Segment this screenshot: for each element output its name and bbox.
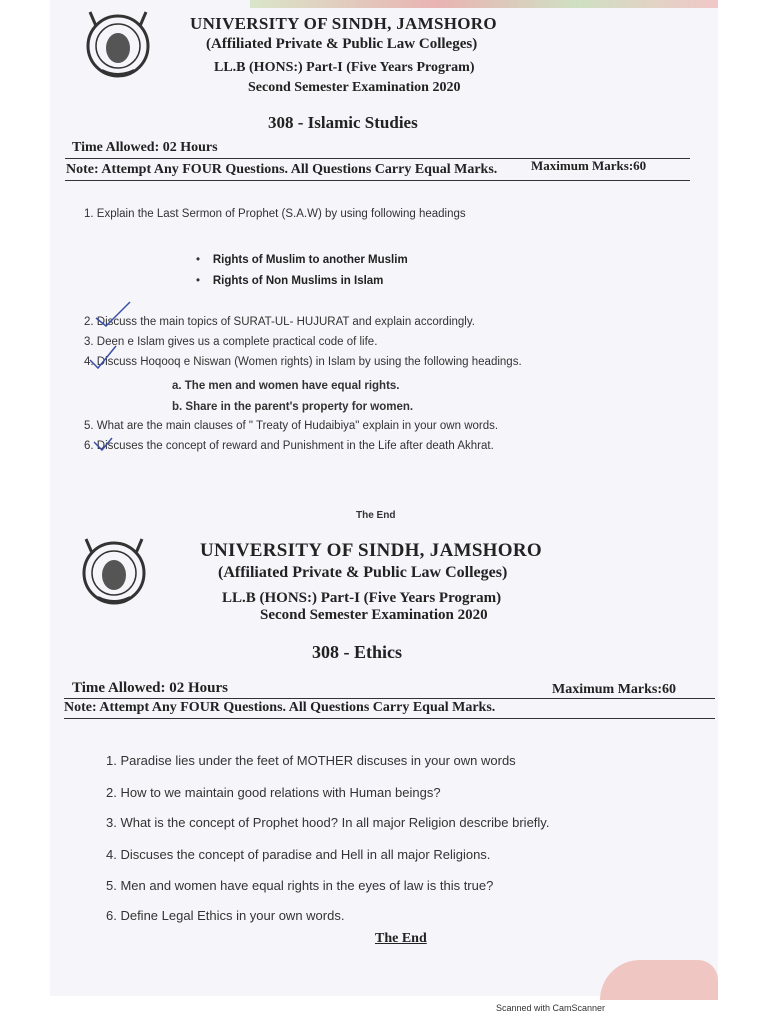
university-name: UNIVERSITY OF SINDH, JAMSHORO (200, 540, 542, 561)
question-5: 5. Men and women have equal rights in the eyes of law is this true? (106, 878, 494, 893)
question-5: 5. What are the main clauses of " Treaty of Hudaibiya" explain in your own words. (84, 420, 499, 432)
scanner-watermark: Scanned with CamScanner (496, 1003, 606, 1013)
max-marks: Maximum Marks:60 (531, 158, 647, 173)
divider (65, 180, 690, 181)
question-3: 3. Deen e Islam gives us a complete practical code of life. (84, 336, 378, 348)
pen-tick-icon (92, 436, 114, 452)
program-title: LL.B (HONS:) Part-I (Five Years Program) (214, 60, 475, 75)
affiliation: (Affiliated Private & Public Law Colleges) (218, 564, 508, 581)
question-2: 2. How to we maintain good relations with Human beings? (106, 785, 441, 800)
question-4: 4. Discuses the concept of paradise and Hell in all major Religions. (106, 847, 491, 862)
end-label: The End (375, 931, 427, 946)
note: Note: Attempt Any FOUR Questions. All Questions Carry Equal Marks. (66, 162, 498, 177)
divider (65, 158, 690, 159)
question-2: 2. Discuss the main topics of SURAT-UL- HUJURAT and explain accordingly. (84, 316, 475, 328)
time-allowed: Time Allowed: 02 Hours (72, 680, 228, 696)
sub-item: a. The men and women have equal rights. (172, 380, 400, 392)
course-title: 308 - Islamic Studies (268, 113, 418, 132)
program-title: LL.B (HONS:) Part-I (Five Years Program) (222, 590, 502, 606)
question-3: 3. What is the concept of Prophet hood? In all major Religion describe briefly. (106, 815, 550, 830)
max-marks: Maximum Marks:60 (552, 682, 677, 697)
pen-tick-icon (88, 344, 118, 374)
end-label: The End (356, 510, 396, 521)
university-name: UNIVERSITY OF SINDH, JAMSHORO (190, 14, 497, 33)
divider (64, 718, 715, 719)
divider (64, 698, 715, 699)
exam-title: Second Semester Examination 2020 (248, 80, 461, 95)
time-allowed: Time Allowed: 02 Hours (72, 140, 218, 155)
note: Note: Attempt Any FOUR Questions. All Questions Carry Equal Marks. (64, 700, 496, 715)
course-title: 308 - Ethics (312, 642, 402, 662)
bullet-item: • Rights of Non Muslims in Islam (196, 275, 384, 287)
thumb (600, 960, 718, 1000)
question-6: 6. Discuses the concept of reward and Punishment in the Life after death Akhrat. (84, 440, 494, 452)
pen-tick-icon (94, 300, 134, 330)
question-1: 1. Paradise lies under the feet of MOTHER discuses in your own words (106, 753, 516, 768)
question-1: 1. Explain the Last Sermon of Prophet (S.A.W) by using following headings (84, 208, 466, 220)
university-seal-icon (82, 8, 154, 80)
university-seal-icon (78, 535, 150, 607)
question-6: 6. Define Legal Ethics in your own words. (106, 908, 345, 923)
exam-title: Second Semester Examination 2020 (260, 607, 488, 623)
sub-item: b. Share in the parent's property for women. (172, 401, 414, 413)
affiliation: (Affiliated Private & Public Law Colleges) (206, 36, 478, 52)
question-4: 4. Discuss Hoqooq e Niswan (Women rights) in Islam by using the following headings. (84, 356, 522, 368)
bullet-item: • Rights of Muslim to another Muslim (196, 254, 408, 266)
background-fabric (250, 0, 718, 8)
